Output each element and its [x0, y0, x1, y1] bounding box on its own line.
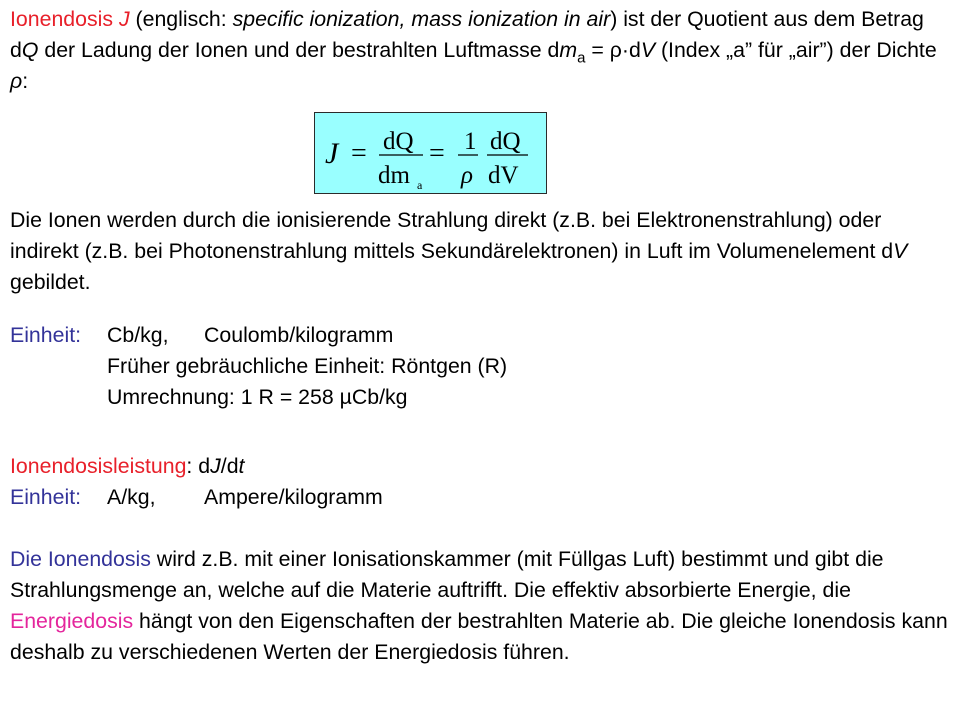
units-block — [10, 320, 507, 413]
comparison-paragraph: Die Ionendosis wird z.B. mit einer Ionisationskammer (mit Füllgas Luft) bestimmt und gibt die Strahlungsmenge an, welche auf die Materie auftrifft. Die effektiv absorbierte Energie, die Energiedosis hängt von den Eigenschaften der bestrahlten Materie ab. Die gleiche Ionendosis kann deshalb zu verschiedenen Werten der Energiedosis führen. — [10, 547, 948, 664]
ion-dose-formula — [314, 112, 547, 194]
formula-lhs: J — [325, 137, 339, 170]
formula-numerator-2: 1 — [464, 128, 477, 155]
rate-unit-value: A/kg, — [107, 485, 156, 509]
formula-denominator-2: ρ — [461, 162, 473, 189]
ionendosis-term: Ionendosis J — [10, 7, 130, 31]
formation-paragraph: Die Ionen werden durch die ionisierende Strahlung direkt (z.B. bei Elektronenstrahlung) oder indirekt (z.B. bei Photonenstrahlung mittels Sekundärelektronen) in Luft im Volumenelement dV gebildet. — [10, 208, 908, 294]
unit-name: Coulomb/kilogramm — [204, 323, 394, 347]
slide — [10, 4, 950, 664]
dose-rate-term: Ionendosisleistung — [10, 454, 187, 478]
formula-graphic — [315, 113, 548, 195]
formula-denominator-3: dV — [488, 162, 519, 189]
formula-denominator-1: dm — [378, 162, 410, 189]
unit-conversion: Umrechnung: 1 R = 258 µCb/kg — [107, 385, 408, 409]
rate-unit-label: Einheit: — [10, 485, 82, 509]
energiedosis-term: Energiedosis — [10, 609, 134, 633]
definition-paragraph: Ionendosis J (englisch: specific ionization, mass ionization in air) ist der Quotient aus dem Betrag dQ der Ladung der Ionen und der bestrahlten Luftmasse $dm_a = \rho\cdot dV$ (Index „a” für „air”) der Dichte ρ: — [10, 7, 937, 93]
ionendosis-term-blue: Die Ionendosis — [10, 547, 151, 571]
unit-label: Einheit: — [10, 323, 82, 347]
rate-unit-name: Ampere/kilogramm — [204, 485, 383, 509]
formula-numerator-3: dQ — [490, 128, 521, 155]
unit-value: Cb/kg, — [107, 323, 169, 347]
formula-equals-2: = — [429, 138, 445, 169]
english-term: specific ionization, mass ionization in air — [232, 7, 611, 31]
formula-numerator-1: dQ — [383, 128, 414, 155]
formula-equals-1: = — [351, 138, 367, 169]
formula-denominator-1-sub: a — [417, 178, 423, 192]
dose-rate-block: Ionendosisleistung : d J /d t Einheit: A/kg, Ampere/kilogramm — [10, 451, 383, 513]
former-unit: Früher gebräuchliche Einheit: Röntgen (R) — [107, 354, 508, 378]
